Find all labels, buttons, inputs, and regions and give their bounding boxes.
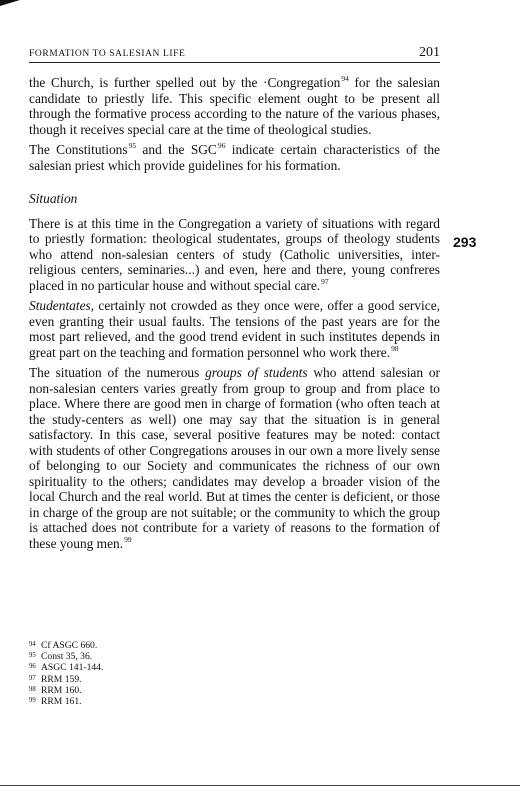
footnote bbox=[29, 696, 103, 707]
footnote-text: Cf ASGC 660. bbox=[41, 640, 98, 651]
footnote-text: RRM 159. bbox=[41, 673, 82, 685]
emphasis-run: Studentates, bbox=[29, 298, 95, 313]
emphasis-run: groups of students bbox=[205, 365, 308, 380]
footnote bbox=[29, 651, 103, 662]
footnote-number: 97 bbox=[29, 674, 36, 682]
section-heading: Situation bbox=[29, 191, 78, 206]
footnote-text: RRM 160. bbox=[41, 684, 82, 696]
text-run: There is at this time in the Congregation a variety of situations with regard to priestly formation: theological studentates, groups of theology students who attend non-salesian centers of study (Catholic universities, inter-religious centers, seminaries...) and even, here and there, young confreres placed in no particular house and without special care. bbox=[29, 215, 440, 293]
running-head bbox=[29, 44, 440, 63]
footnote bbox=[29, 685, 103, 696]
bottom-rule bbox=[0, 785, 520, 786]
footnote-number: 98 bbox=[29, 685, 36, 693]
paragraph-2 bbox=[29, 142, 440, 173]
footnotes bbox=[29, 640, 103, 707]
paragraph-3 bbox=[29, 216, 440, 294]
text-run: The Constitutions bbox=[29, 142, 128, 157]
page-number: 201 bbox=[419, 45, 440, 60]
paragraph-4 bbox=[29, 298, 440, 360]
text-run: the Church, is further spelled out by the ·Congregation bbox=[29, 75, 341, 90]
text-run: indicate certain characteristics of the salesian priest which provide guidelines for his formation. bbox=[29, 142, 440, 173]
text-run: who attend salesian or non-salesian centers varies greatly from group to group and from place to place. Where there are good men in charge of formation (who often teach at the study-centers as well) one may say that the situation is in general satisfactory. In this case, several positive features may be noted: contact with students of other Congregations arouses in our own a more lively sense of belonging to our Society and communicates the richness of our own spirituality to the others; candidates may develop a broader vision of the local Church and the real world. But at times the center is deficient, or those in charge of the group are not suitable; or the community to which the group is attached does not contribute for a variety of reasons to the formation of these young men. bbox=[29, 365, 440, 551]
corner-mark bbox=[0, 0, 20, 6]
footnote-ref: 94 bbox=[341, 74, 349, 83]
footnote-number: 99 bbox=[29, 697, 36, 705]
footnote-ref: 99 bbox=[124, 534, 132, 544]
text-run: for the salesian candidate to priestly life. This specific element ought to be present all through the formative process according to the nature of the various phases, though it receives special care at the time of theological studies. bbox=[29, 75, 440, 137]
page-body bbox=[29, 75, 440, 556]
margin-paragraph-number: 293 bbox=[453, 234, 477, 250]
footnote bbox=[29, 662, 103, 673]
paragraph-5 bbox=[29, 365, 440, 551]
footnote-ref: 95 bbox=[128, 141, 137, 150]
footnote-text: ASGC 141-144. bbox=[41, 662, 104, 674]
footnote-ref: 97 bbox=[321, 276, 329, 286]
text-run: certainly not crowded as they once were, offer a good service, even granting their usual faults. The tensions of the past years are for the most part relieved, and the good trend evident in such institutes depends in great part on the teaching and formation personnel who work there. bbox=[29, 298, 440, 360]
paragraph-1 bbox=[29, 75, 440, 137]
footnote-number: 94 bbox=[29, 641, 36, 648]
running-title: FORMATION TO SALESIAN LIFE bbox=[29, 49, 186, 59]
footnote bbox=[29, 674, 103, 685]
footnote-text: RRM 161. bbox=[41, 696, 82, 708]
footnote-number: 95 bbox=[29, 652, 36, 660]
text-run: The situation of the numerous bbox=[29, 365, 206, 380]
footnote-number: 96 bbox=[29, 663, 36, 671]
footnote bbox=[29, 640, 103, 651]
footnote-text: Const 35, 36. bbox=[41, 651, 93, 663]
footnote-ref: 96 bbox=[217, 141, 226, 150]
text-run: and the SGC bbox=[136, 142, 217, 157]
footnote-ref: 98 bbox=[391, 343, 399, 353]
